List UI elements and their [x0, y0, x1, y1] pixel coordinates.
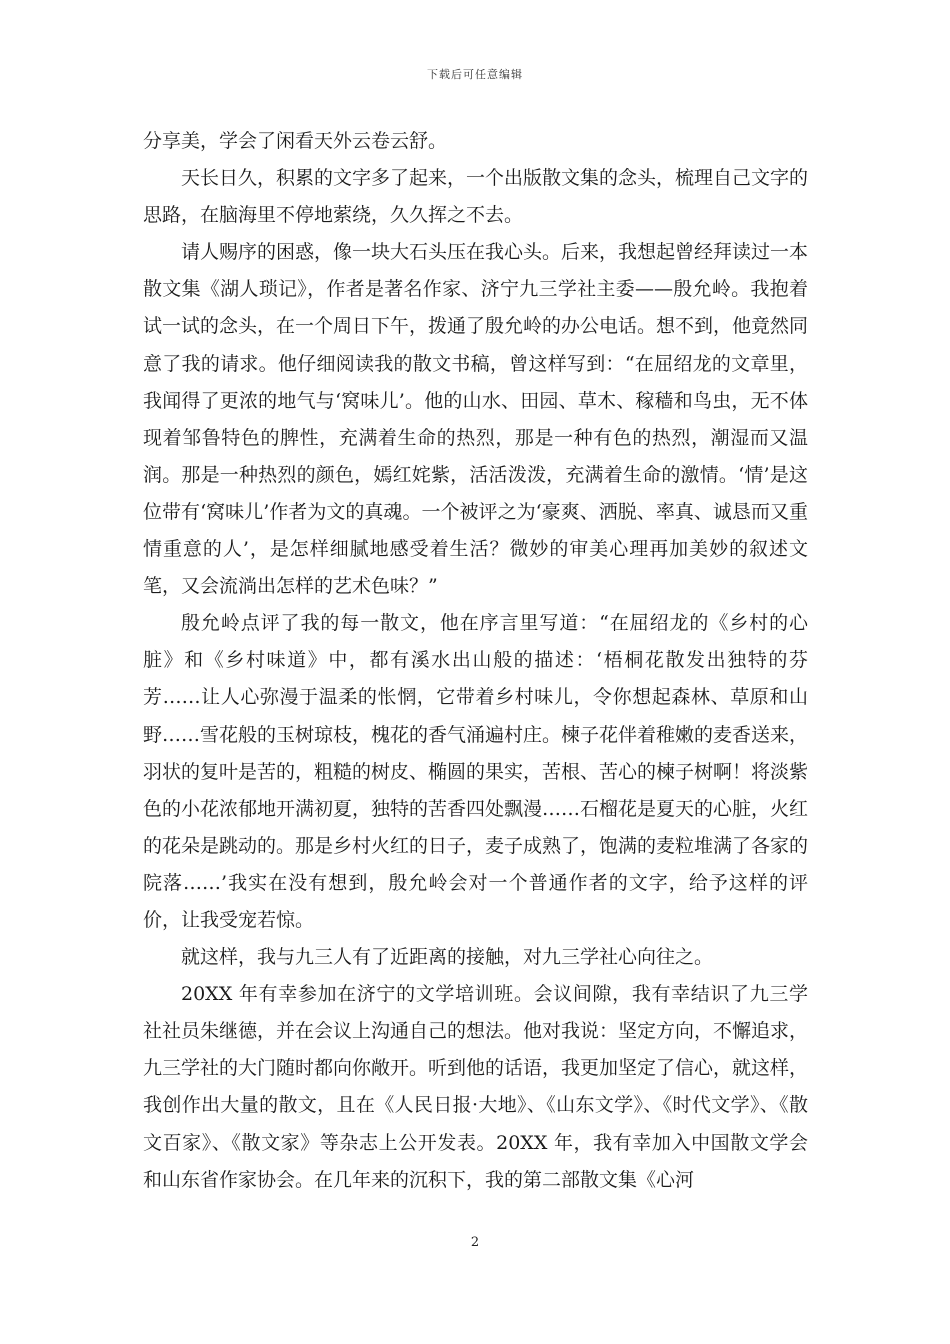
- paragraph: 请人赐序的困惑，像一块大石头压在我心头。后来，我想起曾经拜读过一本散文集《湖人琐记》，作者是著名作家、济宁九三学社主委——殷允岭。我抱着试一试的念头，在一个周日下午，拨通了殷允岭的办公电话。想不到，他竟然同意了我的请求。他仔细阅读我的散文书稿，曾这样写到：“在屈绍龙的文章里，我闻得了更浓的地气与‘窝味儿’。他的山水、田园、草木、稼穑和鸟虫，无不体现着邹鲁特色的脾性，充满着生命的热烈，那是一种有色的热烈，潮湿而又温润。那是一种热烈的颜色，嫣红姹紫，活活泼泼，充满着生命的激情。‘情’是这位带有‘窝味儿’作者为文的真魂。一个被评之为‘豪爽、洒脱、率真、诚恳而又重情重意的人’，是怎样细腻地感受着生活？微妙的审美心理再加美妙的叙述文笔，又会流淌出怎样的艺术色味？”: [143, 241, 809, 598]
- document-body: [143, 123, 808, 1199]
- paragraph: 殷允岭点评了我的每一散文，他在序言里写道：“在屈绍龙的《乡村的心脏》和《乡村味道》中，都有溪水出山般的描述：‘梧桐花散发出独特的芬芳……让人心弥漫于温柔的怅惘，它带着乡村味儿，令你想起森林、草原和山野……雪花般的玉树琼枝，槐花的香气涌遍村庄。楝子花伴着稚嫩的麦香送来，羽状的复叶是苦的，粗糙的树皮、椭圆的果实，苦根、苦心的楝子树啊！将淡紫色的小花浓郁地开满初夏，独特的苦香四处飘漫……石榴花是夏天的心脏，火红的花朵是跳动的。那是乡村火红的日子，麦子成熟了，饱满的麦粒堆满了各家的院落……’我实在没有想到，殷允岭会对一个普通作者的文字，给予这样的评价，让我受宠若惊。: [143, 612, 809, 931]
- paragraph: 天长日久，积累的文字多了起来，一个出版散文集的念头，梳理自己文字的思路，在脑海里不停地萦绕，久久挥之不去。: [143, 167, 809, 227]
- paragraph: 就这样，我与九三人有了近距离的接触，对九三学社心向往之。: [181, 946, 714, 969]
- page-header: 下载后可任意编辑: [427, 68, 523, 81]
- paragraph-continuation: 分享美，学会了闲看天外云卷云舒。: [143, 130, 448, 152]
- page-number: 2: [470, 1235, 480, 1250]
- paragraph: 20XX 年有幸参加在济宁的文学培训班。会议间隙，我有幸结识了九三学社社员朱继德，并在会议上沟通自己的想法。他对我说：坚定方向，不懈追求，九三学社的大门随时都向你敞开。听到他的话语，我更加坚定了信心，就这样，我创作出大量的散文，且在《人民日报·大地》、《山东文学》、《时代文学》、《散文百家》、《散文家》等杂志上公开发表。20XX 年，我有幸加入中国散文学会和山东省作家协会。在几年来的沉积下，我的第二部散文集《心河: [143, 983, 809, 1191]
